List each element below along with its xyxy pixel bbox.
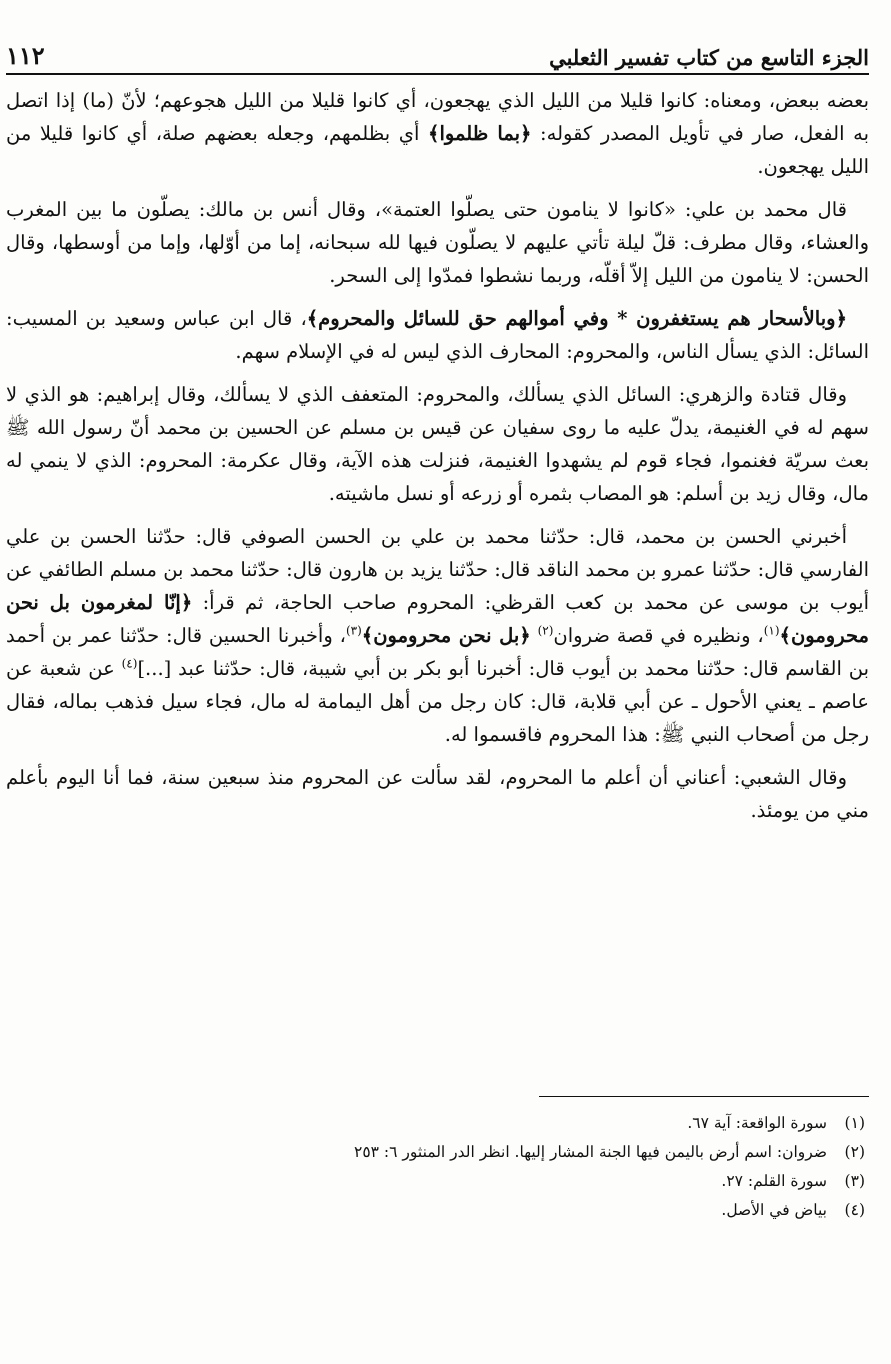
paragraph: [6, 84, 869, 183]
paragraph: [6, 761, 869, 827]
text-run: وقال قتادة والزهري: السائل الذي يسألك، والمحروم: المتعفف الذي لا يسألك، وقال إبراهيم: هو الذي لا سهم له في الغنيمة، يدلّ عليه ما روى سفيان عن قيس بن مسلم عن الحسين بن محمد أنّ رسول الله ﷺ بعث سريّة فغنموا، فجاء قوم لم يشهدوا الغنيمة، فنزلت هذه الآية، وقال عكرمة: المحروم: الذي لا ينمي له مال، وقال زيد بن أسلم: هو المصاب بثمره أو زرعه أو نسل ماشيته.: [6, 383, 869, 505]
footnote-number: (١): [844, 1114, 865, 1132]
paragraph: [6, 193, 869, 292]
text-run: وقال الشعبي: أعناني أن أعلم ما المحروم، لقد سألت عن المحروم منذ سبعين سنة، فما أنا اليوم بأعلم مني من يومئذ.: [6, 766, 869, 822]
quran-quote: ﴿إنّا لمغرمون بل نحن محرومون﴾: [6, 591, 870, 647]
quran-quote: ﴿بما ظلموا﴾: [428, 122, 532, 145]
text-run: بعضه ببعض، ومعناه: كانوا قليلا من الليل الذي يهجعون، أي كانوا قليلا من الليل هجوعهم؛ لأنّ (ما) إذا اتصل به الفعل، صار في تأويل المصدر كقوله:: [6, 89, 869, 145]
footnotes: [6, 1096, 869, 1225]
footnote-number: (٣): [844, 1172, 865, 1190]
text-run: ، ونظيره في قصة ضروان: [553, 624, 764, 647]
paragraph: [6, 520, 869, 751]
footnote: [6, 1109, 865, 1138]
text-run: أي بظلمهم، وجعله بعضهم صلة، أي كانوا قليلا من الليل يهجعون.: [6, 122, 869, 178]
text-run: [531, 624, 538, 647]
footnote-divider: [539, 1096, 869, 1097]
footnote-number: (٤): [844, 1201, 865, 1219]
footnote-list: [6, 1109, 869, 1225]
paragraph: [6, 378, 869, 510]
quran-quote: ﴿وبالأسحار هم يستغفرون * وفي أموالهم حق للسائل والمحروم﴾: [306, 307, 848, 330]
footnote-text: سورة الواقعة: آية ٦٧.: [687, 1114, 827, 1132]
text-run: ، وأخبرنا الحسين قال: حدّثنا عمر بن أحمد بن القاسم قال: حدّثنا محمد بن أيوب قال: أخبرنا أبو بكر بن أبي شيبة، قال: حدّثنا عبد [...]: [6, 624, 870, 680]
footnote-ref: (٤): [121, 656, 138, 671]
page-number: ١١٢: [6, 41, 45, 70]
footnote: [6, 1196, 865, 1225]
footnote-ref: (٣): [345, 623, 362, 638]
text-run: عن شعبة عن عاصم ـ يعني الأحول ـ عن أبي قلابة، قال: كان رجل من أهل اليمامة له مال، فجاء سيل فذهب بماله، فقال رجل من أصحاب النبي ﷺ: هذا المحروم فاقسموا له.: [6, 657, 869, 746]
footnote: [6, 1167, 865, 1196]
footnote-number: (٢): [844, 1143, 865, 1161]
page-header: [6, 30, 869, 75]
quran-quote: ﴿بل نحن محرومون﴾: [361, 624, 531, 647]
text-run: قال محمد بن علي: «كانوا لا ينامون حتى يصلّوا العتمة»، وقال أنس بن مالك: يصلّون ما بين المغرب والعشاء، وقال مطرف: قلّ ليلة تأتي عليهم لا يصلّون فيها لله سبحانه، إما من أوّلها، وإما من أوسطها، وقال الحسن: لا ينامون من الليل إلاّ أقلّه، وربما نشطوا فمدّوا إلى السحر.: [6, 198, 869, 287]
text-run: ، قال ابن عباس وسعيد بن المسيب: السائل: الذي يسأل الناس، والمحروم: المحارف الذي ليس له في الإسلام سهم.: [6, 307, 869, 363]
running-title: الجزء التاسع من كتاب تفسير الثعلبي: [549, 45, 869, 70]
footnote-text: ضروان: اسم أرض باليمن فيها الجنة المشار إليها. انظر الدر المنثور ٦: ٢٥٣: [354, 1143, 827, 1161]
footnote-ref: (٢): [537, 623, 554, 638]
main-text: [6, 84, 869, 837]
footnote-text: بياض في الأصل.: [721, 1201, 827, 1219]
footnote: [6, 1138, 865, 1167]
footnote-ref: (١): [763, 623, 780, 638]
footnote-text: سورة القلم: ٢٧.: [721, 1172, 827, 1190]
text-run: أخبرني الحسن بن محمد، قال: حدّثنا محمد بن علي بن الحسن الصوفي قال: حدّثنا الحسن بن علي الفارسي قال: حدّثنا عمرو بن محمد الناقد قال: حدّثنا يزيد بن هارون قال: حدّثنا محمد بن مسلم الطائفي عن أيوب بن موسى عن محمد بن كعب القرظي: المحروم صاحب الحاجة، ثم قرأ:: [6, 525, 869, 614]
paragraph: [6, 302, 869, 368]
